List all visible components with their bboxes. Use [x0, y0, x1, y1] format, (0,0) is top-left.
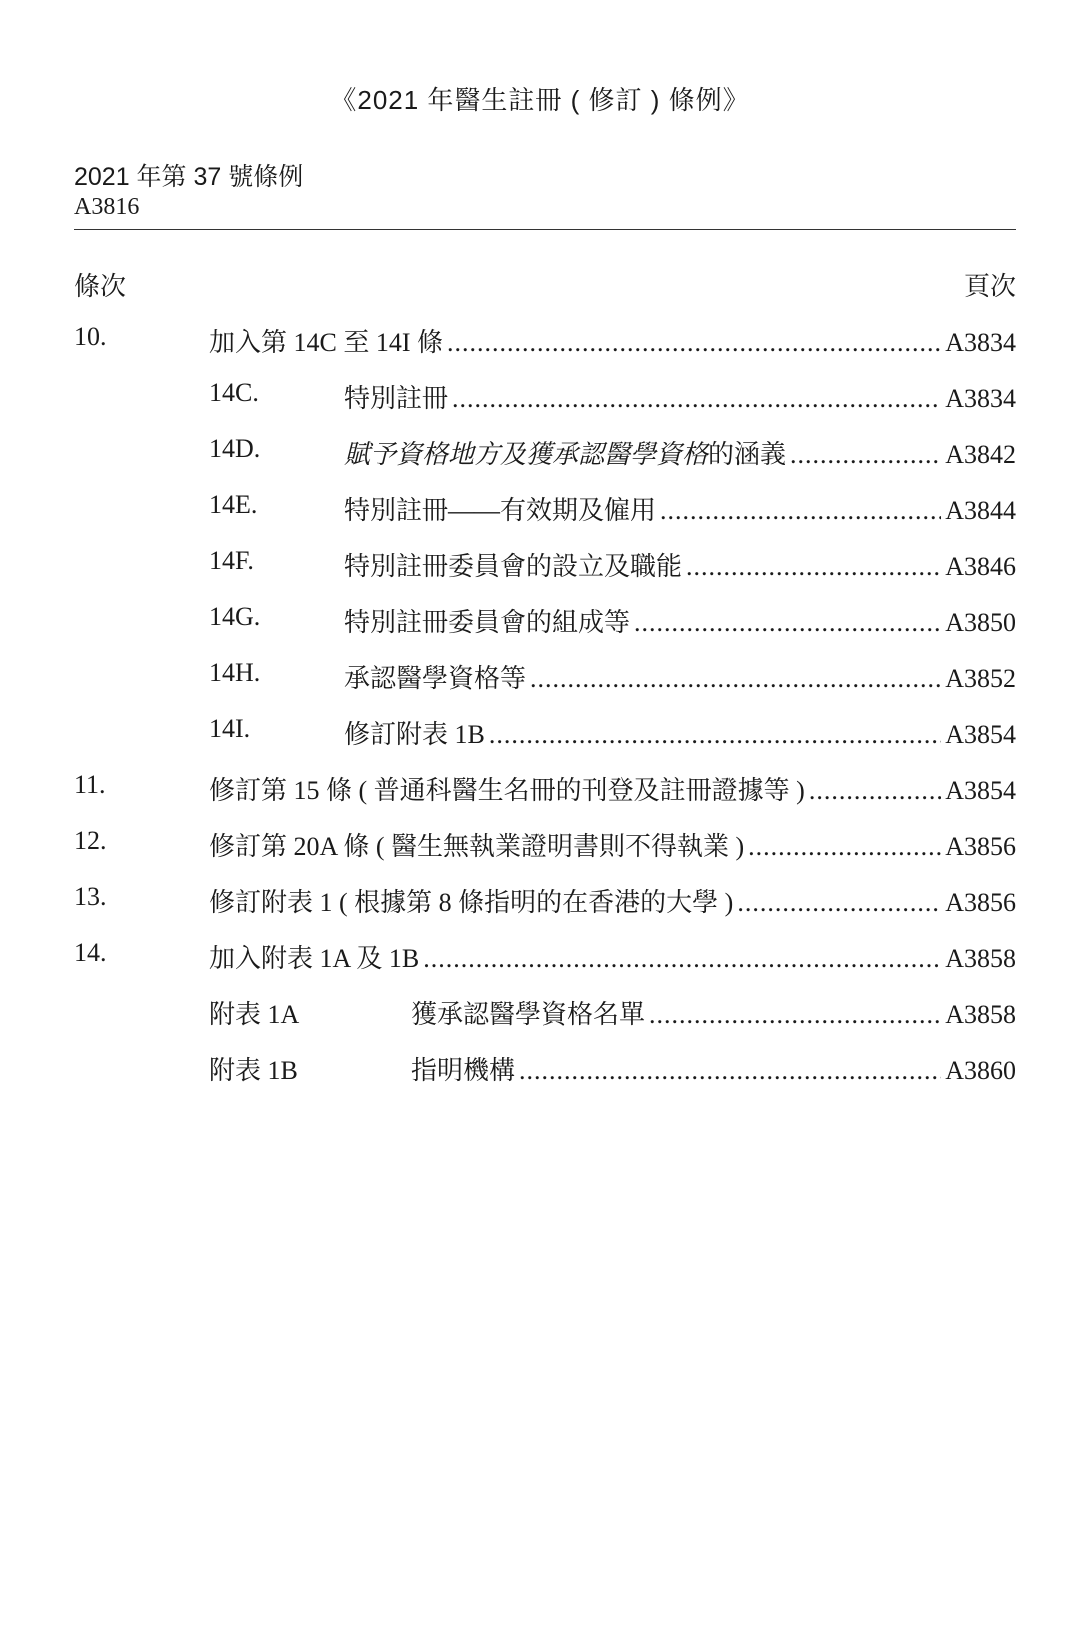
toc-entry — [74, 658, 1016, 714]
entry-title: 特別註冊——有效期及僱用 — [344, 496, 657, 525]
section-number: 10. — [74, 322, 107, 351]
header-rule — [74, 229, 1016, 230]
toc-entry — [74, 322, 1016, 378]
entry-title: 獲承認醫學資格名單 — [411, 1000, 646, 1029]
entry-page: A3858 — [945, 1000, 1016, 1029]
dot-leader — [649, 1000, 941, 1030]
schedule-code: 附表 1A — [209, 1000, 300, 1029]
dot-leader — [530, 664, 941, 694]
dot-leader — [447, 328, 941, 358]
toc-entry — [74, 602, 1016, 658]
entry-page: A3860 — [945, 1056, 1016, 1085]
entry-page: A3852 — [945, 664, 1016, 693]
entry-title: 修訂第 20A 條 ( 醫生無執業證明書則不得執業 ) — [209, 832, 745, 861]
entry-title-italic: 賦予資格地方及獲承認醫學資格 — [344, 440, 709, 469]
entry-page: A3854 — [945, 720, 1016, 749]
toc-entry — [74, 434, 1016, 490]
entry-page: A3858 — [945, 944, 1016, 973]
dot-leader — [519, 1056, 941, 1086]
toc-entry — [74, 714, 1016, 770]
dot-leader — [660, 496, 941, 526]
toc-entry — [74, 938, 1016, 994]
entry-title: 特別註冊委員會的組成等 — [344, 608, 631, 637]
entry-title: 特別註冊 — [344, 384, 449, 413]
toc-entry — [74, 490, 1016, 546]
dot-leader — [737, 888, 941, 918]
entry-title — [344, 434, 786, 471]
toc-entry — [74, 994, 1016, 1050]
schedule-code: 附表 1B — [209, 1056, 298, 1085]
entry-page: A3844 — [945, 496, 1016, 525]
section-code: 14G. — [209, 602, 261, 631]
page-number: A3816 — [74, 194, 140, 220]
entry-title: 加入附表 1A 及 1B — [209, 944, 420, 973]
section-code: 14D. — [209, 434, 261, 463]
section-number: 14. — [74, 938, 107, 967]
dot-leader — [809, 776, 941, 806]
entry-page: A3834 — [945, 328, 1016, 357]
entry-page: A3846 — [945, 552, 1016, 581]
dot-leader — [423, 944, 941, 974]
section-code: 14F. — [209, 546, 254, 575]
toc-entry — [74, 770, 1016, 826]
entry-page: A3842 — [945, 440, 1016, 469]
section-number: 13. — [74, 882, 107, 911]
entry-title: 修訂附表 1B — [344, 720, 485, 749]
toc-entry — [74, 882, 1016, 938]
section-code: 14E. — [209, 490, 258, 519]
entry-title: 特別註冊委員會的設立及職能 — [344, 552, 683, 581]
toc-entry — [74, 378, 1016, 434]
entry-title: 修訂第 15 條 ( 普通科醫生名冊的刊登及註冊證據等 ) — [209, 776, 805, 805]
section-code: 14I. — [209, 714, 251, 743]
entry-page: A3856 — [945, 832, 1016, 861]
entry-title: 加入第 14C 至 14I 條 — [209, 328, 444, 357]
section-code: 14H. — [209, 658, 261, 687]
section-number: 12. — [74, 826, 107, 855]
entry-page: A3854 — [945, 776, 1016, 805]
column-header-page: 頁次 — [963, 272, 1016, 301]
dot-leader — [686, 552, 941, 582]
dot-leader — [634, 608, 941, 638]
section-code: 14C. — [209, 378, 259, 407]
entry-page: A3850 — [945, 608, 1016, 637]
running-title: 《2021 年醫生註冊 ( 修訂 ) 條例》 — [330, 85, 750, 115]
entry-title: 修訂附表 1 ( 根據第 8 條指明的在香港的大學 ) — [209, 888, 734, 917]
entry-title: 指明機構 — [411, 1056, 516, 1085]
dot-leader — [489, 720, 941, 750]
dot-leader — [452, 384, 941, 414]
toc-entry — [74, 1050, 1016, 1106]
table-of-contents — [74, 322, 1016, 1106]
entry-title-rest: 的涵義 — [708, 440, 787, 469]
toc-entry — [74, 826, 1016, 882]
entry-page: A3856 — [945, 888, 1016, 917]
entry-title: 承認醫學資格等 — [344, 664, 527, 693]
dot-leader — [748, 832, 941, 862]
column-header-section: 條次 — [74, 272, 127, 301]
dot-leader — [790, 440, 941, 470]
entry-page: A3834 — [945, 384, 1016, 413]
section-number: 11. — [74, 770, 106, 799]
ordinance-number: 2021 年第 37 號條例 — [74, 163, 304, 191]
toc-entry — [74, 546, 1016, 602]
